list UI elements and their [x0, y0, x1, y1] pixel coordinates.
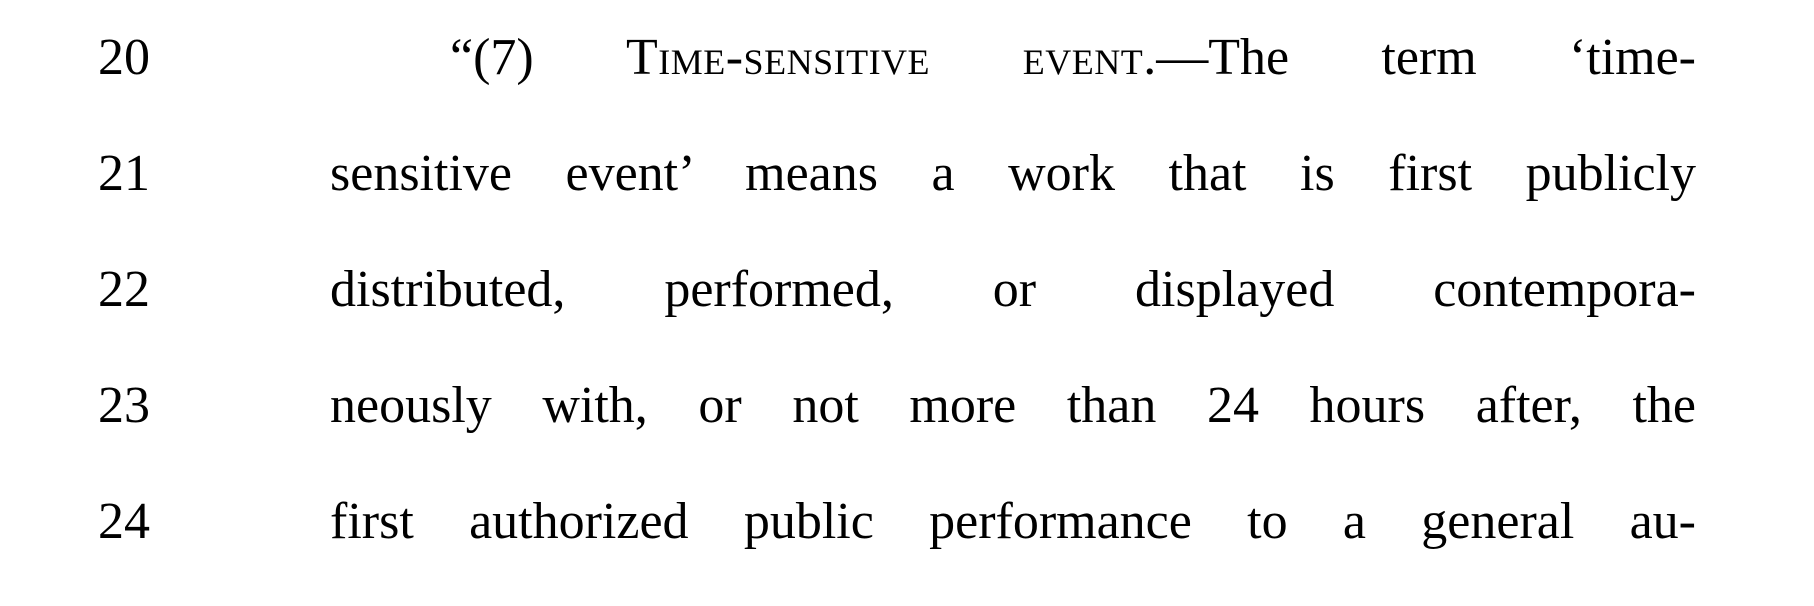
text-line [0, 116, 1814, 232]
line-text: distributed, performed, or displayed contempora- [330, 261, 1696, 318]
paragraph-lead: “(7) [450, 29, 626, 86]
line-text [450, 0, 1696, 116]
line-number: 20 [98, 29, 150, 86]
line-text: sensitive event’ means a work that is first publicly [330, 145, 1696, 202]
line-number: 24 [98, 493, 150, 550]
text-line [0, 464, 1814, 580]
line-text: neously with, or not more than 24 hours after, the [330, 377, 1696, 434]
heading-dash: .— [1143, 29, 1209, 86]
line-number: 22 [98, 261, 150, 318]
text-line [0, 232, 1814, 348]
line-text: first authorized public performance to a general au- [330, 493, 1696, 550]
line-number: 23 [98, 377, 150, 434]
definition-text: The term ‘time- [1208, 29, 1696, 86]
definition-heading: Time-sensitive event [625, 29, 1144, 86]
line-number: 21 [98, 145, 150, 202]
text-line [0, 0, 1814, 116]
text-line [0, 348, 1814, 464]
